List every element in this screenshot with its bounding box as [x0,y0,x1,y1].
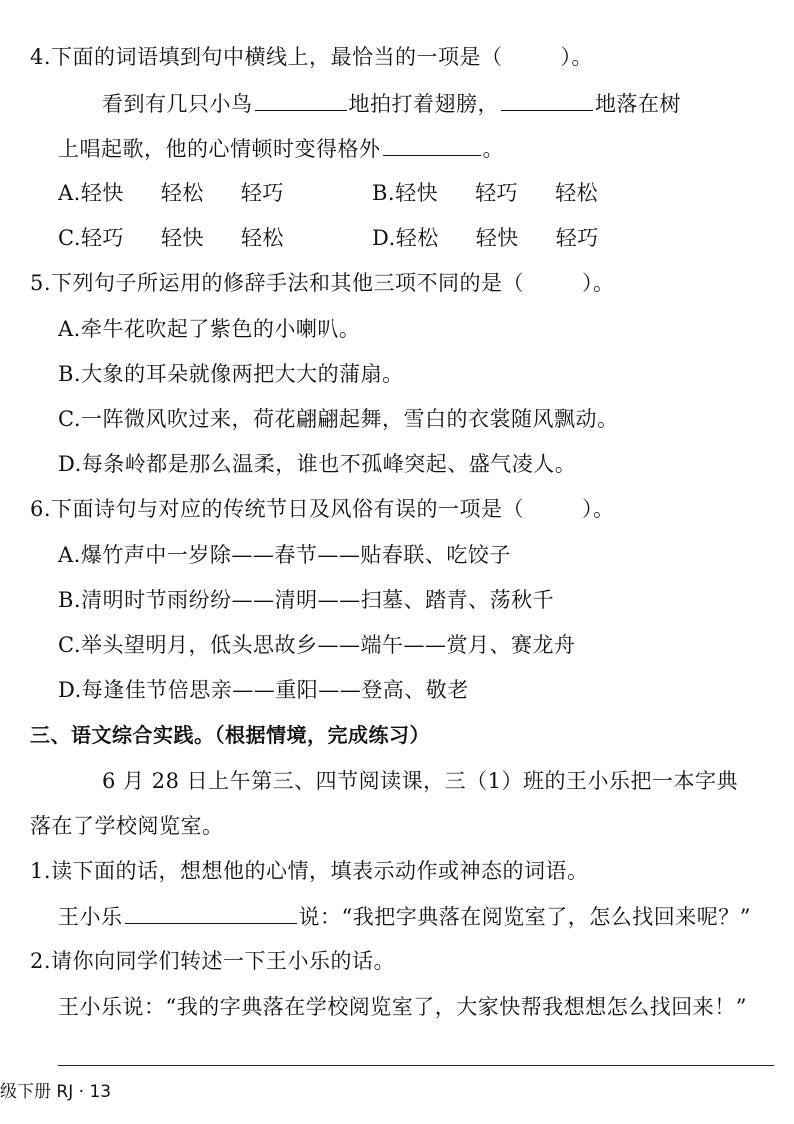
section3-intro-line2: 落在了学校阅览室。 [30,814,224,838]
q5-option-d[interactable]: D.每条岭都是那么温柔，谁也不孤峰突起、盛气凌人。 [58,452,577,476]
section3-q1-blank[interactable] [125,901,297,924]
page-footer: 级下册 RJ · 13 [0,1082,112,1102]
section3-q2-answer: 王小乐说：“我的字典落在学校阅览室了，大家快帮我想想怎么找回来！” [58,995,747,1019]
q4-option-d[interactable]: D.轻松 轻快 轻巧 [372,226,599,250]
q6-option-b[interactable]: B.清明时节雨纷纷——清明——扫墓、踏青、荡秋千 [58,588,555,612]
q5-option-b[interactable]: B.大象的耳朵就像两把大大的蒲扇。 [58,362,404,386]
q4-option-a[interactable]: A.轻快 轻松 轻巧 [58,181,284,205]
q4-option-c[interactable]: C.轻巧 轻快 轻松 [58,226,284,250]
section3-q2-stem: 2.请你向同学们转述一下王小乐的话。 [30,949,396,973]
q5-option-c[interactable]: C.一阵微风吹过来，荷花翩翩起舞，雪白的衣裳随风飘动。 [58,407,619,431]
q4-passage-line2: 上唱起歌，他的心情顿时变得格外 。 [58,133,504,164]
q6-option-c[interactable]: C.举头望明月，低头思故乡——端午——赏月、赛龙舟 [58,633,576,657]
q4-passage-line1: 看到有几只小鸟 地拍打着翅膀， 地落在树 [102,88,681,119]
section3-q1-line: 王小乐 说：“我把字典落在阅览室了，怎么找回来呢？” [58,901,751,932]
q5-stem: 5.下列句子所运用的修辞手法和其他三项不同的是（ ）。 [30,271,615,295]
section3-q1-stem: 1.读下面的话，想想他的心情，填表示动作或神态的词语。 [30,859,589,883]
q5-option-a[interactable]: A.牵牛花吹起了紫色的小喇叭。 [58,317,361,341]
q6-option-a[interactable]: A.爆竹声中一岁除——春节——贴春联、吃饺子 [58,543,511,567]
q6-option-d[interactable]: D.每逢佳节倍思亲——重阳——登高、敬老 [58,678,469,702]
q4-blank-1[interactable] [255,88,347,111]
q6-stem: 6.下面诗句与对应的传统节日及风俗有误的一项是（ ）。 [30,497,615,521]
section3-intro-line1: 6 月 28 日上午第三、四节阅读课，三（1）班的王小乐把一本字典 [102,769,738,793]
q4-blank-3[interactable] [383,133,481,156]
section3-title: 三、语文综合实践。（根据情境，完成练习） [30,723,430,747]
q4-blank-2[interactable] [501,88,593,111]
footer-divider [58,1065,774,1066]
q4-option-b[interactable]: B.轻快 轻巧 轻松 [372,181,599,205]
q4-stem: 4.下面的词语填到句中横线上，最恰当的一项是（ ）。 [30,45,594,69]
